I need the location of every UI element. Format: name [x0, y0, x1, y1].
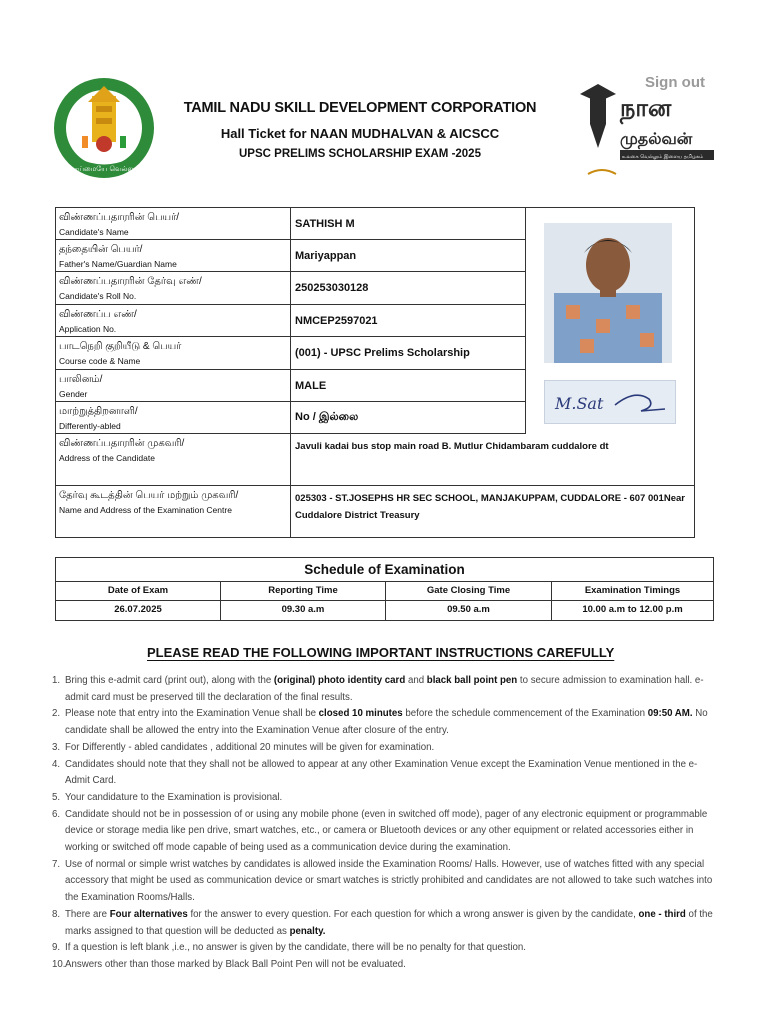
detail-label-ta: விண்ணப்பதாரரின் முகவரி/ [59, 438, 185, 449]
instruction-emphasis: Four alternatives [109, 908, 188, 920]
detail-row-gender [56, 370, 526, 402]
detail-label-ta: விண்ணப்ப எண்/ [59, 309, 137, 320]
detail-label-en: Course code & Name [59, 356, 141, 366]
detail-label-en: Candidate's Roll No. [59, 291, 137, 301]
instruction-number: 6. [52, 808, 61, 820]
detail-label-en: Application No. [59, 324, 117, 334]
instruction-number: 4. [52, 758, 61, 770]
detail-row-application [56, 305, 526, 337]
instruction-text: No candidate shall be allowed the entry into the Examination Venue after closure of the entry. [65, 708, 708, 737]
instruction-emphasis: 09:50 AM. [647, 708, 693, 720]
instruction-text: before the schedule commencement of the Examination [402, 708, 648, 720]
roll-number-value: 250253030128 [295, 282, 369, 294]
instruction-text: Candidate should not be in possession of or using any mobile phone (even in switched off mode), pager of any electronic equipment or programmable device or storage media like pen drive, smart watches, etc., or camera or Bluetooth devices or any other equipment or related accessories either in working or switched off mode capable of being used as a communication device during the examination. [65, 808, 708, 854]
instruction-emphasis: black ball point pen [426, 675, 518, 686]
instruction-text: of the marks assigned to that question will be deducted as [65, 908, 713, 937]
instruction-text: Use of normal or simple wrist watches by candidates is allowed inside the Examination Rooms/ Halls. However, use of watches fitted with any special accessory that might be used as communication device or smart watches is strictly prohibited and candidates are not allowed to take such watches into the Examination Rooms/Halls. [65, 858, 713, 904]
detail-label-en: Candidate's Name [59, 227, 129, 237]
instruction-text: For Differently - abled candidates , additional 20 minutes will be given for examination. [65, 741, 435, 753]
instruction-text: If a question is left blank ,i.e., no answer is given by the candidate, there will be no penalty for that question. [65, 942, 526, 954]
emblem-motto: வாய்மையே வெல்லும் [67, 165, 141, 173]
naan-mudhalvan-logo [576, 78, 716, 182]
reporting-time-value: 09.30 a.m [221, 601, 386, 620]
instruction-item [52, 807, 716, 857]
schedule-header: Date of Exam [56, 582, 221, 600]
instruction-text: to secure admission to examination hall. e-admit card must be preserved till the declaration of the final results. [65, 675, 704, 703]
detail-row-address [56, 434, 694, 486]
detail-label-ta: மாற்றுத்திறனாளி/ [59, 406, 138, 417]
logo-text-naan: நான [620, 94, 672, 122]
instruction-item [52, 790, 716, 807]
instruction-text: for the answer to every question. For each question for which a wrong answer is given by the candidate, [187, 908, 639, 920]
instruction-text: There are [65, 908, 110, 920]
father-name-value: Mariyappan [295, 249, 357, 262]
exam-timings-value: 10.00 a.m to 12.00 p.m [582, 604, 683, 615]
instruction-emphasis: closed 10 minutes [318, 708, 403, 720]
detail-label-en: Address of the Candidate [59, 453, 155, 463]
organization-name: TAMIL NADU SKILL DEVELOPMENT CORPORATION [183, 100, 537, 116]
instruction-item [52, 857, 716, 907]
instruction-emphasis: one - third [638, 908, 686, 920]
course-value: (001) - UPSC Prelims Scholarship [295, 347, 470, 359]
candidate-photo [544, 223, 672, 363]
detail-label-ta: தேர்வு கூடத்தின் பெயர் மற்றும் முகவரி/ [59, 490, 239, 501]
detail-label-en: Gender [59, 389, 88, 399]
photo-column [525, 208, 695, 434]
exam-centre-value: 025303 - ST.JOSEPHS HR SEC SCHOOL, MANJAKUPPAM, CUDDALORE - 607 001Near Cuddalore District Treasury [295, 493, 685, 521]
instruction-item [52, 706, 716, 739]
tamil-nadu-emblem [52, 76, 156, 180]
instruction-number: 1. [52, 675, 61, 686]
instructions-list [52, 673, 716, 974]
instruction-emphasis: (original) photo identity card [273, 675, 406, 686]
detail-row-exam-centre [56, 486, 694, 538]
instruction-item [52, 907, 716, 940]
detail-row-roll [56, 272, 526, 305]
hall-ticket-title: Hall Ticket for NAAN MUDHALVAN & AICSCC [220, 126, 500, 141]
candidate-signature [544, 380, 676, 424]
detail-label-ta: பாடநெறி குறியீடு & பெயர் [59, 341, 182, 352]
instruction-number: 8. [52, 908, 61, 920]
logo-text-mudhalvan: முதல்வன் [620, 129, 693, 148]
detail-label-ta: விண்ணப்பதாரரின் தேர்வு எண்/ [59, 276, 202, 287]
instruction-text: Bring this e-admit card (print out), along with the [65, 675, 274, 686]
instruction-item [52, 740, 716, 757]
detail-label-en: Name and Address of the Examination Centre [59, 505, 232, 515]
candidate-address-value: Javuli kadai bus stop main road B. Mutlur Chidambaram cuddalore dt [295, 441, 609, 452]
title-block [160, 100, 560, 160]
schedule-header-row [56, 582, 713, 601]
instruction-item [52, 957, 716, 974]
instruction-number: 7. [52, 858, 61, 870]
schedule-header: Gate Closing Time [386, 582, 552, 600]
instruction-emphasis: penalty. [289, 925, 326, 937]
detail-label-en: Father's Name/Guardian Name [59, 259, 177, 269]
detail-row-course [56, 337, 526, 370]
instruction-item [52, 757, 716, 790]
schedule-header: Examination Timings [584, 585, 681, 596]
instructions-heading: PLEASE READ THE FOLLOWING IMPORTANT INSTRUCTIONS CAREFULLY [147, 645, 615, 660]
schedule-header: Reporting Time [221, 582, 386, 600]
detail-row-name [56, 208, 526, 240]
instruction-text: Candidates should note that they shall not be allowed to appear at any other Examination Venue except the Examination Venue mentioned in the e-Admit Card. [65, 758, 698, 787]
instruction-text: and [405, 675, 427, 686]
instruction-item [52, 673, 716, 706]
detail-row-father [56, 240, 526, 272]
detail-label-ta: விண்ணப்பதாரரின் பெயர்/ [59, 212, 180, 223]
gate-closing-time-value: 09.50 a.m [386, 601, 552, 620]
candidate-details-table [55, 207, 695, 538]
exam-name: UPSC PRELIMS SCHOLARSHIP EXAM -2025 [239, 148, 481, 160]
instruction-text: Your candidature to the Examination is provisional. [65, 791, 283, 803]
candidate-name-value: SATHISH M [295, 217, 355, 230]
application-number-value: NMCEP2597021 [295, 314, 378, 327]
instruction-number: 3. [52, 741, 61, 753]
differently-abled-value: No / இல்லை [295, 410, 359, 423]
exam-date-value: 26.07.2025 [56, 601, 221, 620]
detail-label-ta: தந்தையின் பெயர்/ [59, 244, 143, 255]
instruction-number: 9. [52, 942, 61, 954]
instruction-number: 2. [52, 708, 61, 720]
schedule-title: Schedule of Examination [56, 558, 713, 582]
detail-label-en: Differently-abled [59, 421, 121, 431]
signature-scribble [545, 381, 675, 423]
schedule-value-row [56, 601, 713, 620]
instruction-number: 5. [52, 791, 61, 803]
instruction-item [52, 940, 716, 957]
sign-out-link[interactable]: Sign out [645, 74, 705, 91]
instruction-number: 10. [52, 958, 66, 970]
detail-label-ta: பாலினம்/ [59, 374, 103, 385]
logo-tagline: உலகை வெல்லும் இளைய தமிழகம் [622, 154, 704, 160]
detail-row-differently-abled [56, 402, 526, 434]
schedule-table [55, 557, 714, 621]
instruction-text: Please note that entry into the Examination Venue shall be [65, 708, 319, 720]
instruction-text: Answers other than those marked by Black Ball Point Pen will not be evaluated. [65, 958, 406, 970]
gender-value: MALE [295, 379, 327, 392]
signature-text: M.Sat [555, 394, 604, 413]
